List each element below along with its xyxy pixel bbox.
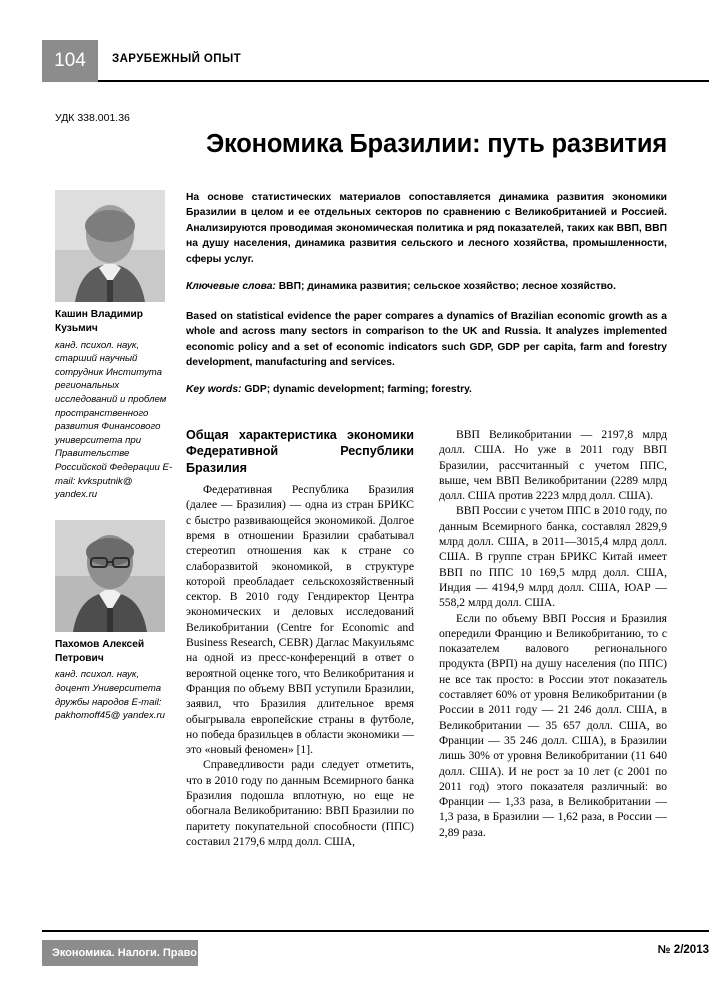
abstract-block [186,190,667,398]
keywords-en [186,382,667,397]
portrait-illustration-icon [55,190,165,302]
keywords-ru-value: ВВП; динамика развития; сельское хозяйство; лесное хозяйство. [275,281,616,293]
author-info: канд. психол. наук, доцент Университета дружбы народов E-mail: pakhomoff45@ yandex.ru [55,669,166,722]
body-paragraph: ВВП Великобритании — 2197,8 млрд долл. США. Но уже в 2011 году ВВП Бразилии, рассчитанный с учетом ППС, выше, чем ВВП Великобритании (2289 млрд долл. США против 2223 млрд долл. США). [439,428,667,503]
keywords-en-label: Key words: [186,384,242,396]
author-entry [55,190,173,502]
keywords-en-value: GDP; dynamic development; farming; forestry. [241,384,472,396]
abstract-ru: На основе статистических материалов сопоставляется динамика развития экономики Бразилии в целом и ее отдельных секторов по сравнению с Великобританией и Россией. Анализируются проводимая экономическая политика и ряд показателей, таких как ВВП, ВВП на душу населения, динамика развития сельского и лесного хозяйства, промышленности, сферы услуг. [186,192,667,265]
body-subheading: Общая характеристика экономики Федеративной Республики Бразилия [186,428,414,475]
page-number: 104 [42,40,98,82]
section-title: ЗАРУБЕЖНЫЙ ОПЫТ [112,53,242,65]
page-footer [42,930,709,970]
abstract-en: Based on statistical evidence the paper compares a dynamics of Brazilian economic growth as a whole and across many sectors in comparison to the UK and Russia. It analyzes implemented economic policy and a set of economic indicators such GDP, GDP per capita, farm and forestry development, manufacturing and services. [186,310,667,368]
author-photo-2 [55,520,165,632]
body-column-right [439,427,667,840]
body-paragraph: Если по объему ВВП Россия и Бразилия опередили Францию и Великобританию, то с показателем валового регионального продукта (ВРП) на душу населения (по ППС) не все так просто: в России этот показатель составляет 60% от уровня Великобритании (в России в 2011 году — 21 246 долл. США, в Великобритании — 35 657 долл. США, во Франции — 35 246 долл. США), в Бразилии лишь 30% от уровня Великобритании (11 640 долл. США). И не рост за 10 лет (с 2001 по 2011 год) этого показателя различный: во Франции — 1,33 раза, в Великобритании — 1,3 раза, в Бразилии — 1,62 раза, в России — 2,89 раза. [439,611,667,839]
page-header [0,40,709,82]
article-body [186,427,667,897]
keywords-ru-label: Ключевые слова: [186,281,276,293]
author-name: Пахомов Алексей Петрович [55,638,145,664]
author-name: Кашин Владимир Кузьмич [55,309,143,334]
page-title: Экономика Бразилии: путь развития [206,130,667,158]
author-info: канд. психол. наук, старший научный сотрудник Института региональных исследований и проблем пространственного развития Финансового университета при Правительстве Российской Федерации E-mail: kvksputnik@ yandex.ru [55,339,173,501]
keywords-ru [186,279,667,294]
portrait-illustration-icon [55,520,165,632]
body-column-left [186,427,414,849]
authors-column [55,190,173,727]
body-paragraph: Федеративная Республика Бразилия (далее — Бразилия) — одна из стран БРИКС с быстро развивающейся экономикой. Долгое время в отношении Бразилии срабатывал стереотип отношения как к стране со слаборазвитой экономикой, в структуре которой преобладает сельскохозяйственный сектор. В 2010 году Гендиректор Центра экономических и деловых исследований Великобритании (Centre for Economic and Business Research, CEBR) Даглас Макуильямс на одной из пресс-конференций в ответ о вероятной оценке того, что Великобритания и Франция по объему ВВП уступили Бразилии, заявил, что Бразилия длительное время обыгрывала европейские страны в футболе, но победа бразильцев в области экономики — это «новый феномен» [1]. [186,483,414,757]
issue-number: № 2/2013 [657,944,709,956]
body-paragraph: Справедливости ради следует отметить, что в 2010 году по данным Всемирного банка Бразилия подошла вплотную, но еще не обогнала Великобританию: ВВП Бразилии по паритету покупательной способности (ППС) составил 2179,6 млрд долл. США, [186,758,414,848]
journal-name: Экономика. Налоги. Право [42,940,198,966]
author-photo-1 [55,190,165,302]
udk-code: УДК 338.001.36 [55,112,130,124]
author-entry [55,520,173,723]
body-paragraph: ВВП России с учетом ППС в 2010 году, по данным Всемирного банка, составлял 2829,9 млрд долл. США, в 2011—3015,4 млрд долл. США. В группе стран БРИКС Китай имеет ВВП по ППС 10 169,5 млрд долл. США, Индия — 4194,9 млрд долл. США, ЮАР — 558,2 млрд долл. США. [439,504,667,610]
